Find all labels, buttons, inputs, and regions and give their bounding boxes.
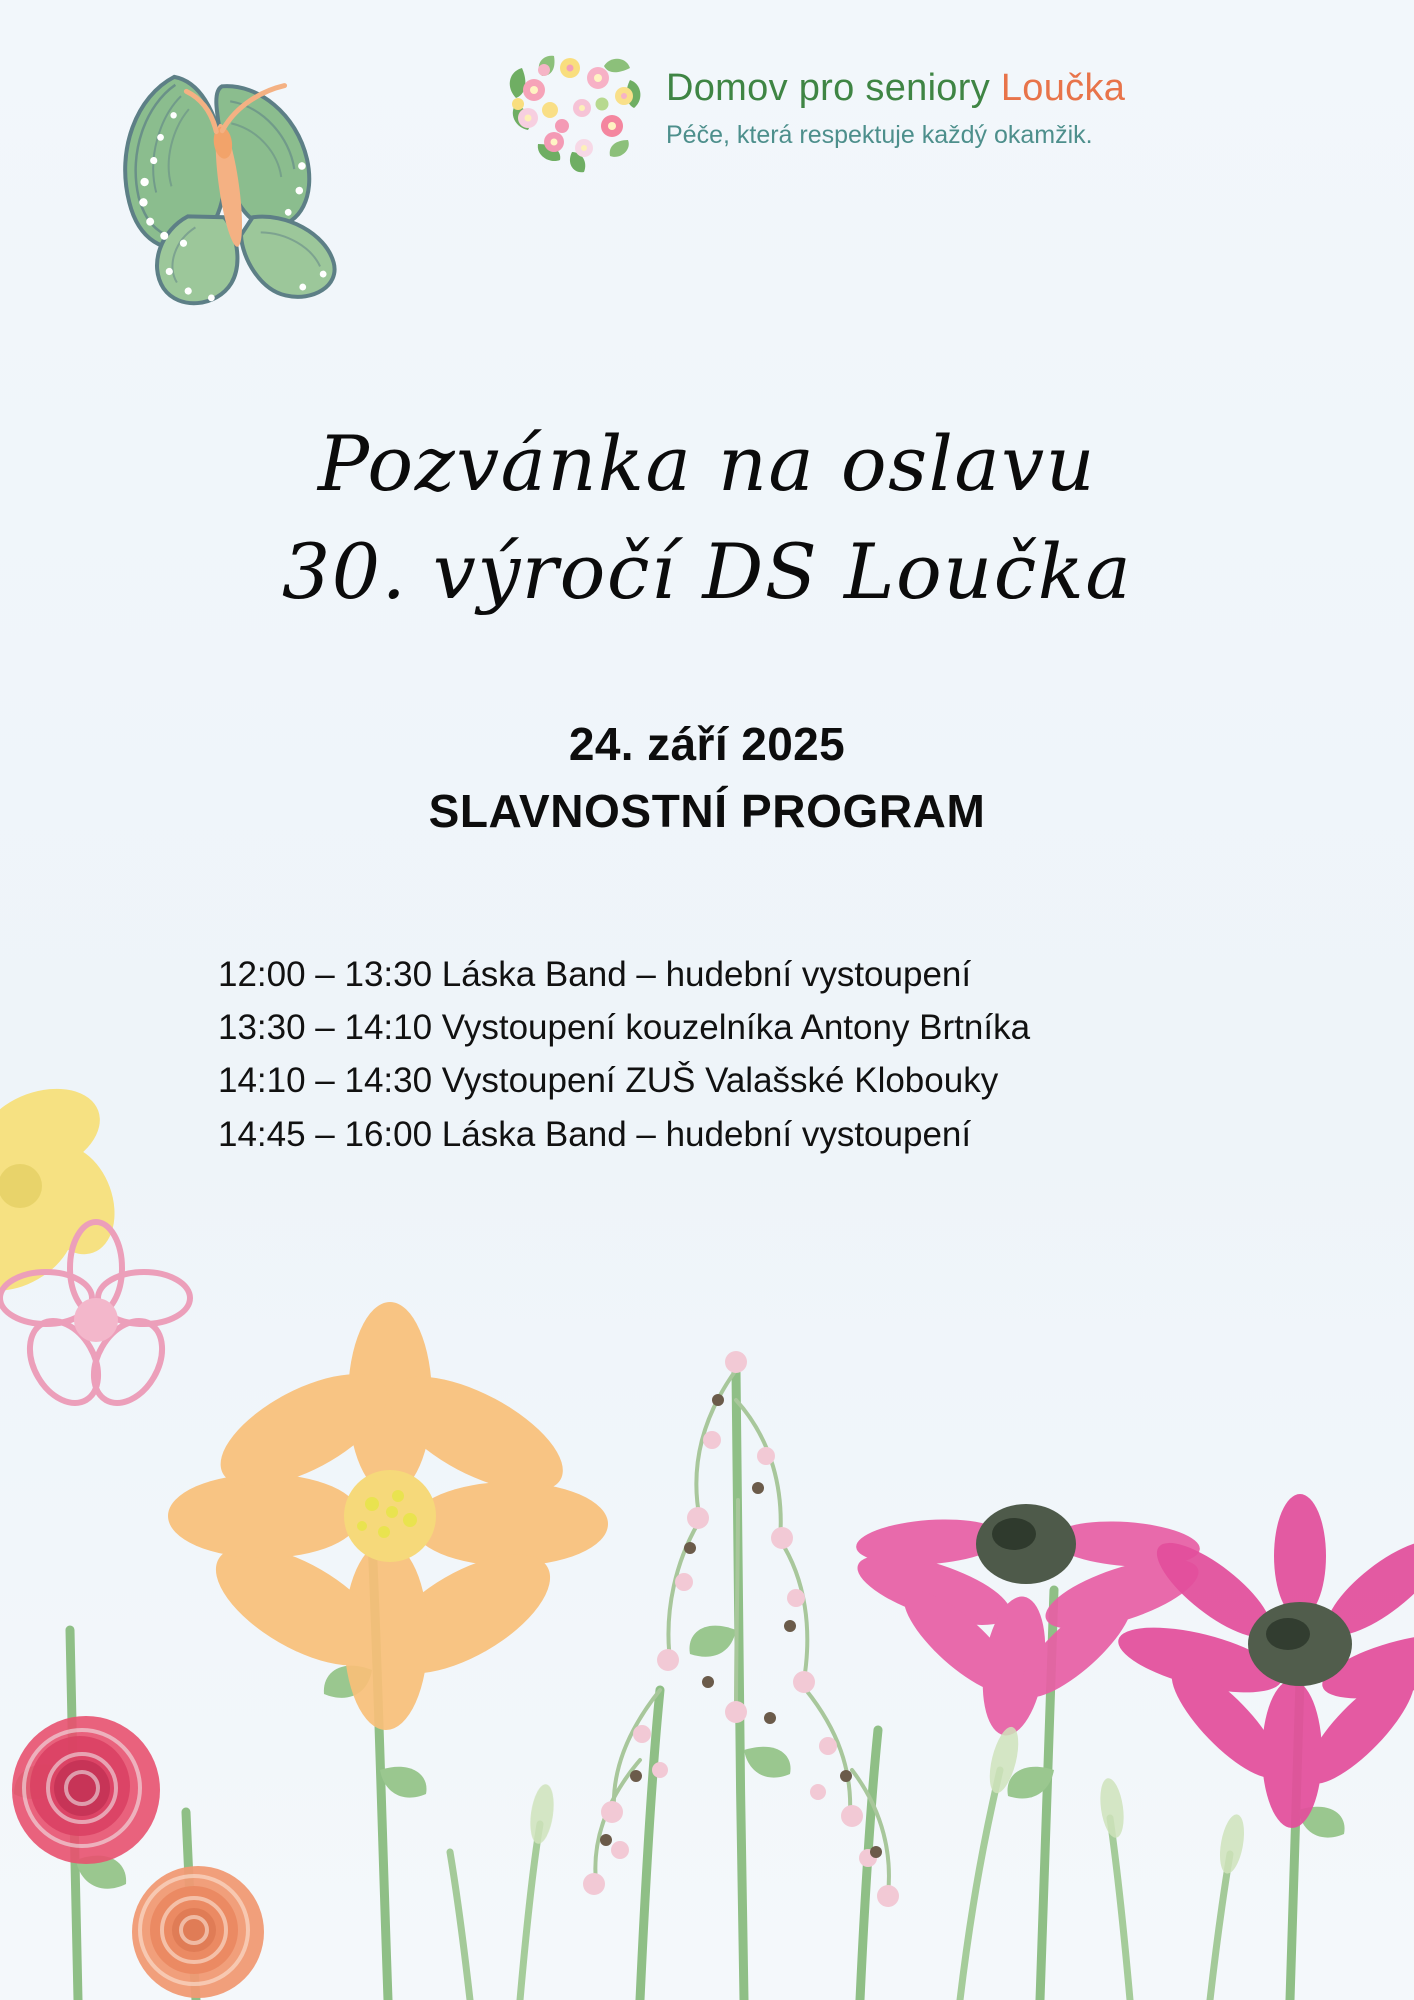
program-title: SLAVNOSTNÍ PROGRAM — [428, 784, 986, 837]
event-date: 24. září 2025 — [568, 718, 846, 770]
flower-orange — [168, 1302, 608, 1730]
flower-pink-outline — [0, 1222, 190, 1415]
flower-echinacea-left — [850, 1504, 1206, 1739]
headline-line-1: Pozvánka na oslavu — [317, 419, 1097, 508]
flowers-illustration — [0, 1070, 1414, 2000]
list-item: 13:30 – 14:10 Vystoupení kouzelníka Antony Brtníka — [218, 1008, 1031, 1048]
logo-title — [666, 68, 1125, 110]
list-item: 14:45 – 16:00 Láska Band – hudební vystoupení — [218, 1114, 972, 1154]
flower-echinacea-right — [1112, 1494, 1414, 1828]
flower-rose-peach — [132, 1866, 264, 1998]
list-item: 12:00 – 13:30 Láska Band – hudební vystoupení — [218, 955, 972, 994]
headline-line-2: 30. výročí DS Loučka — [281, 526, 1133, 616]
flower-gypsophila — [583, 1351, 899, 1907]
flower-rose-red — [12, 1716, 160, 1864]
organization-logo — [498, 52, 1125, 177]
logo-tagline: Péče, která respektuje každý okamžik. — [666, 120, 1093, 149]
event-heading — [0, 715, 1414, 841]
logo-title-part1: Domov pro seniory — [666, 67, 1001, 109]
page-title — [0, 410, 1414, 626]
butterfly-icon — [72, 52, 362, 322]
flower-yellow — [0, 1070, 129, 1308]
list-item: 14:10 – 14:30 Vystoupení ZUŠ Valašské Klobouky — [218, 1061, 999, 1101]
floral-wreath-icon — [498, 52, 648, 177]
logo-title-part2: Loučka — [1000, 67, 1126, 109]
program-schedule — [218, 948, 1218, 1161]
